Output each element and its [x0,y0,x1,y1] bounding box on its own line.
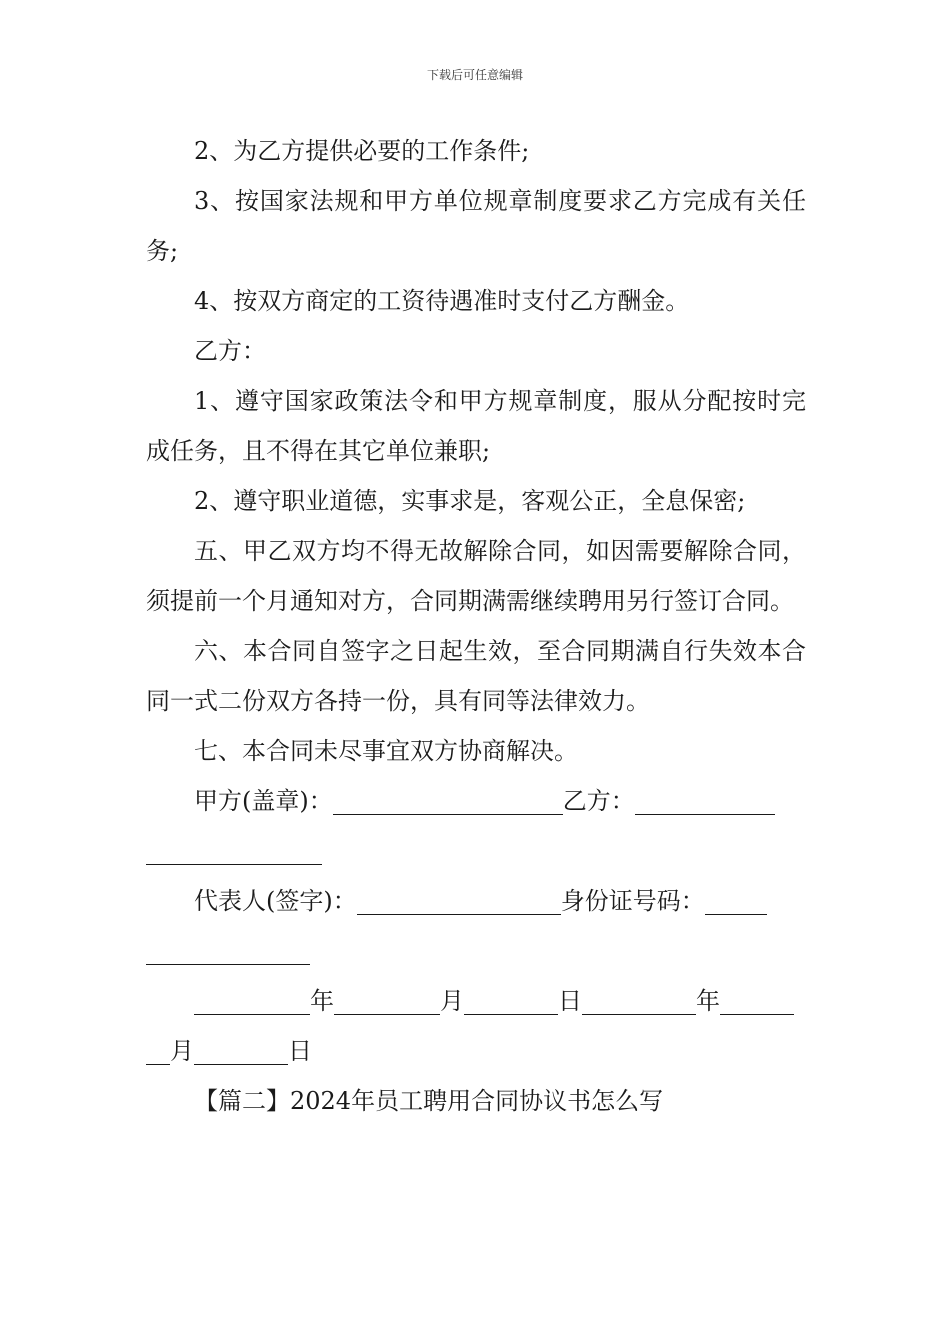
rep-label: 代表人(签字)： [194,887,357,915]
date-b-month-blank-cont[interactable] [146,1042,170,1065]
paragraph: 3、按国家法规和甲方单位规章制度要求乙方完成有关任务; [146,187,806,265]
signature-line-rep-cont [146,926,806,976]
date-year-label-b: 年 [696,987,720,1015]
paragraph: 五、甲乙双方均不得无故解除合同，如因需要解除合同，须提前一个月通知对方，合同期满需继续聘用另行签订合同。 [146,537,806,615]
date-month-label: 月 [440,987,464,1015]
date-a-day-blank[interactable] [464,992,558,1015]
date-a-month-blank[interactable] [334,992,440,1015]
date-day-label: 日 [558,987,582,1015]
paragraph: 七、本合同未尽事宜双方协商解决。 [194,737,578,765]
id-blank-cont[interactable] [146,942,310,965]
signature-line-parties [146,776,806,826]
date-b-day-blank[interactable] [194,1042,288,1065]
date-b-year-blank[interactable] [582,992,696,1015]
date-year-label: 年 [310,987,334,1015]
id-label: 身份证号码： [560,887,705,915]
paragraph: 乙方： [194,337,266,365]
page-header: 下载后可任意编辑 [426,68,523,82]
rep-blank[interactable] [357,892,561,915]
party-b-blank-cont[interactable] [146,842,322,865]
date-day-label-b: 日 [288,1037,312,1065]
party-a-blank[interactable] [333,792,563,815]
paragraph: 六、本合同自签字之日起生效，至合同期满自行失效本合同一式二份双方各持一份，具有同等法律效力。 [146,637,806,715]
date-a-year-blank[interactable] [194,992,310,1015]
paragraph: 4、按双方商定的工资待遇准时支付乙方酬金。 [194,287,690,315]
document-body [146,126,806,1126]
paragraph: 2、为乙方提供必要的工作条件; [194,137,530,165]
paragraph: 2、遵守职业道德，实事求是，客观公正，全息保密; [194,487,746,515]
date-month-label-b: 月 [170,1037,194,1065]
section-title: 【篇二】2024年员工聘用合同协议书怎么写 [194,1087,664,1115]
id-blank[interactable] [705,892,767,915]
date-line-cont [146,1026,806,1076]
signature-line-rep [146,876,806,926]
date-b-month-blank[interactable] [720,992,794,1015]
party-b-blank[interactable] [635,792,775,815]
signature-line-parties-cont [146,826,806,876]
party-b-label: 乙方： [562,787,635,815]
paragraph: 1、遵守国家政策法令和甲方规章制度，服从分配按时完成任务，且不得在其它单位兼职; [146,387,806,465]
date-line [146,976,806,1026]
party-a-label: 甲方(盖章)： [194,787,333,815]
